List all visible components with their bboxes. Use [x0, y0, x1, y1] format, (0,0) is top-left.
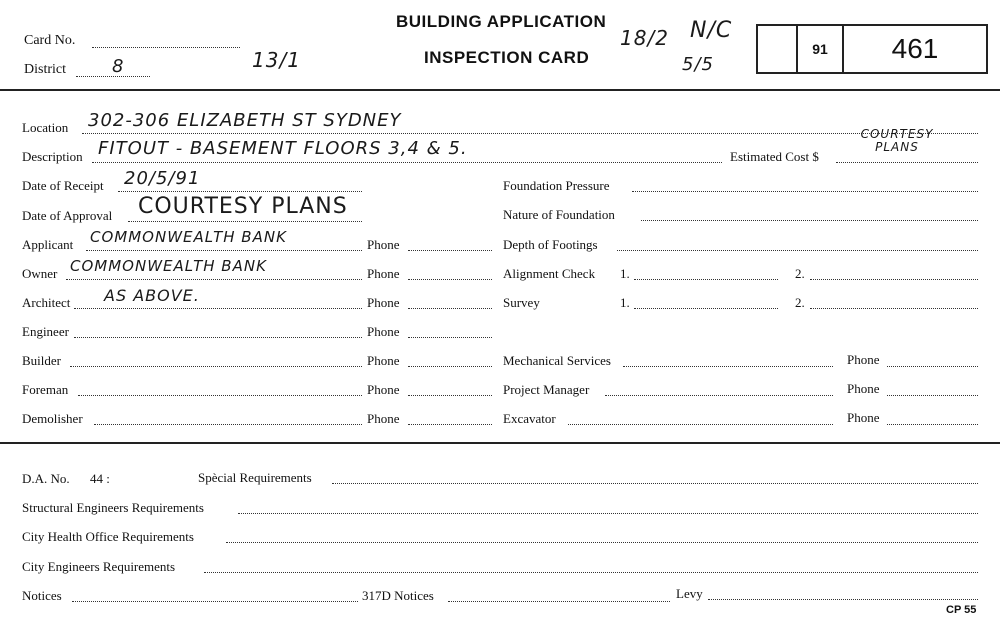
engineer-label: Engineer — [22, 324, 69, 339]
health-requirements-label: City Health Office Requirements — [22, 529, 194, 544]
foreman-phone-label: Phone — [367, 382, 400, 397]
survey-num2: 2. — [795, 295, 805, 310]
architect-phone-line — [408, 308, 492, 309]
box-small-number: 91 — [798, 26, 844, 72]
special-requirements-line — [332, 483, 978, 484]
applicant-phone-line — [408, 250, 492, 251]
survey-label: Survey — [503, 295, 540, 310]
project-manager-phone-label: Phone — [847, 381, 880, 396]
estimated-cost-line — [836, 162, 978, 163]
applicant-line — [86, 250, 362, 251]
notices-317d-label: 317D Notices — [362, 588, 434, 603]
survey-line2 — [810, 308, 978, 309]
mechanical-phone-line — [887, 366, 978, 367]
description-value: FITOUT - BASEMENT FLOORS 3,4 & 5. — [98, 138, 468, 159]
survey-num1: 1. — [620, 295, 630, 310]
notices-line — [72, 601, 358, 602]
excavator-phone-line — [887, 424, 978, 425]
box-blank-cell — [758, 26, 798, 72]
date-receipt-label: Date of Receipt — [22, 178, 104, 193]
nature-foundation-label: Nature of Foundation — [503, 207, 615, 222]
engineers-requirements-line — [204, 572, 978, 573]
date-receipt-value: 20/5/91 — [124, 168, 201, 189]
depth-footings-label: Depth of Footings — [503, 237, 598, 252]
mechanical-services-label: Mechanical Services — [503, 353, 611, 368]
location-value: 302-306 ELIZABETH ST SYDNEY — [88, 110, 402, 131]
foreman-phone-line — [408, 395, 492, 396]
architect-label: Architect — [22, 295, 71, 310]
excavator-label: Excavator — [503, 411, 556, 426]
mechanical-phone-label: Phone — [847, 352, 880, 367]
mechanical-services-line — [623, 366, 833, 367]
foundation-pressure-label: Foundation Pressure — [503, 178, 610, 193]
da-no-label: D.A. No. — [22, 471, 70, 486]
structural-requirements-line — [238, 513, 978, 514]
architect-value: AS ABOVE. — [104, 286, 200, 305]
date-approval-value: COURTESY PLANS — [138, 194, 348, 219]
alignment-num2: 2. — [795, 266, 805, 281]
levy-line — [708, 599, 978, 600]
nature-foundation-line — [641, 220, 978, 221]
card-no-label: Card No. — [24, 33, 76, 48]
estimated-cost-value: COURTESY PLANS — [860, 127, 934, 154]
applicant-phone-label: Phone — [367, 237, 400, 252]
owner-value: COMMONWEALTH BANK — [70, 257, 267, 275]
special-requirements-label: Spècial Requirements — [198, 470, 312, 485]
hand-code-1: 18/2 — [620, 26, 669, 50]
owner-line — [66, 279, 362, 280]
applicant-value: COMMONWEALTH BANK — [90, 228, 287, 246]
builder-label: Builder — [22, 353, 61, 368]
foreman-line — [78, 395, 362, 396]
levy-label: Levy — [676, 586, 703, 601]
alignment-check-label: Alignment Check — [503, 266, 596, 281]
alignment-num1: 1. — [620, 266, 630, 281]
project-manager-label: Project Manager — [503, 382, 590, 397]
depth-footings-line — [617, 250, 978, 251]
health-requirements-line — [226, 542, 978, 543]
builder-phone-line — [408, 366, 492, 367]
card-no-line — [92, 47, 240, 48]
title-line1: BUILDING APPLICATION — [396, 12, 607, 31]
builder-phone-label: Phone — [367, 353, 400, 368]
builder-line — [70, 366, 362, 367]
engineer-phone-label: Phone — [367, 324, 400, 339]
box-large-number: 461 — [891, 33, 939, 64]
notices-label: Notices — [22, 588, 62, 603]
excavator-line — [568, 424, 833, 425]
engineers-requirements-label: City Engineers Requirements — [22, 559, 176, 574]
da-no-value: 44 : — [90, 471, 110, 486]
demolisher-line — [94, 424, 362, 425]
header-rule — [0, 89, 1000, 91]
demolisher-phone-label: Phone — [367, 411, 400, 426]
section-rule — [0, 442, 1000, 444]
notices-317d-line — [448, 601, 670, 602]
district-hand-note: 13/1 — [252, 48, 301, 72]
district-value: 8 — [112, 56, 125, 77]
title-line2: INSPECTION CARD — [424, 48, 590, 67]
location-label: Location — [22, 120, 69, 135]
estimated-cost-label: Estimated Cost $ — [730, 149, 819, 164]
date-approval-label: Date of Approval — [22, 208, 113, 223]
description-label: Description — [22, 149, 83, 164]
owner-phone-line — [408, 279, 492, 280]
architect-phone-label: Phone — [367, 295, 400, 310]
project-manager-phone-line — [887, 395, 978, 396]
alignment-line1 — [634, 279, 778, 280]
owner-label: Owner — [22, 266, 58, 281]
engineer-line — [74, 337, 362, 338]
demolisher-phone-line — [408, 424, 492, 425]
foreman-label: Foreman — [22, 382, 69, 397]
survey-line1 — [634, 308, 778, 309]
architect-line — [74, 308, 362, 309]
demolisher-label: Demolisher — [22, 411, 83, 426]
alignment-line2 — [810, 279, 978, 280]
owner-phone-label: Phone — [367, 266, 400, 281]
card-number-box — [756, 24, 988, 74]
date-receipt-line — [118, 191, 362, 192]
excavator-phone-label: Phone — [847, 410, 880, 425]
engineer-phone-line — [408, 337, 492, 338]
district-label: District — [24, 62, 66, 77]
hand-code-2: N/C — [690, 18, 733, 43]
foundation-pressure-line — [632, 191, 978, 192]
hand-code-3: 5/5 — [682, 54, 714, 75]
applicant-label: Applicant — [22, 237, 74, 252]
structural-requirements-label: Structural Engineers Requirements — [22, 500, 204, 515]
description-line — [92, 162, 722, 163]
project-manager-line — [605, 395, 833, 396]
form-code: CP 55 — [946, 604, 977, 616]
date-approval-line — [128, 221, 362, 222]
